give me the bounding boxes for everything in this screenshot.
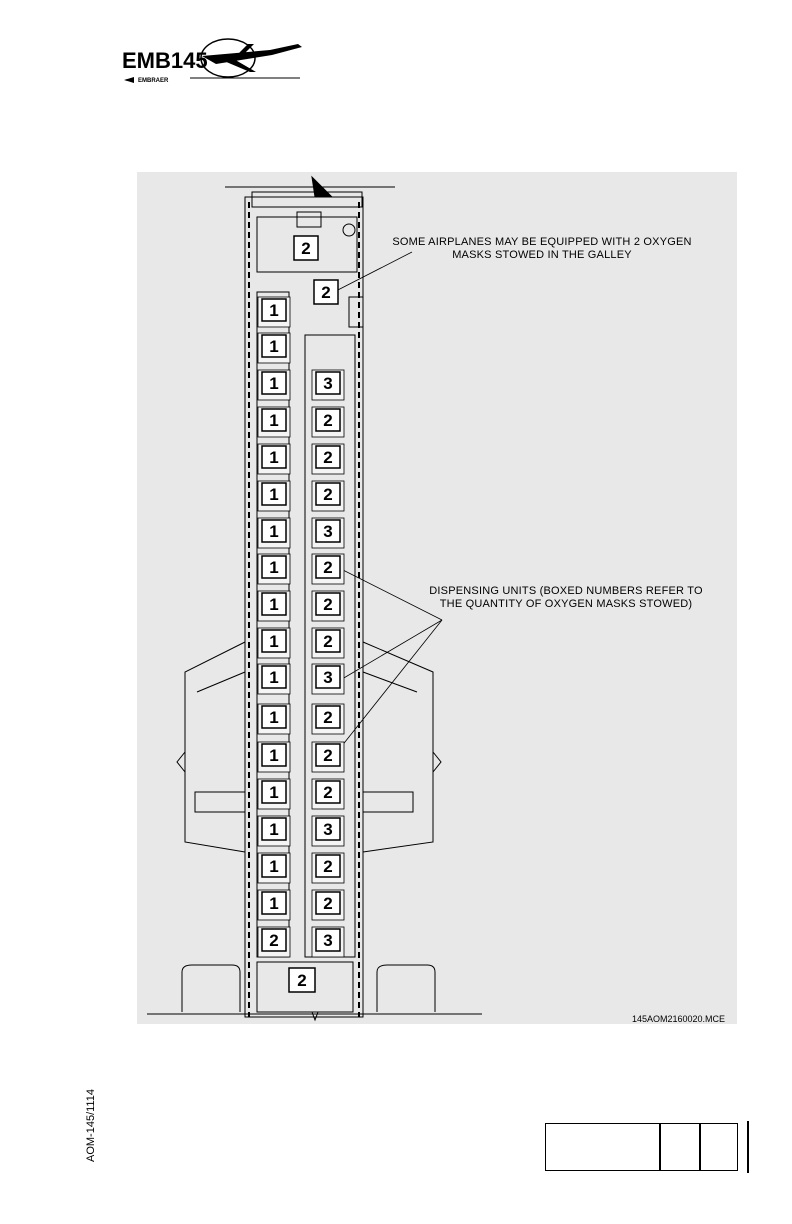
unit-count: 2 — [323, 558, 333, 577]
unit-count: 1 — [269, 857, 279, 876]
dispensing-units-callout: DISPENSING UNITS (BOXED NUMBERS REFER TO THE QUANTITY OF OXYGEN MASKS STOWED) — [429, 585, 703, 610]
right-mask-unit — [312, 518, 344, 548]
page-box-divider — [659, 1124, 661, 1170]
unit-count: 1 — [269, 783, 279, 802]
left-mask-unit — [258, 481, 290, 511]
right-mask-unit — [312, 704, 344, 734]
unit-count: 3 — [323, 668, 333, 687]
left-mask-unit — [258, 779, 290, 809]
right-mask-unit — [312, 554, 344, 584]
right-mask-unit — [312, 407, 344, 437]
left-wing-break — [177, 752, 185, 772]
right-mask-unit — [312, 591, 344, 621]
right-mask-unit — [312, 664, 344, 694]
unit-count: 2 — [323, 448, 333, 467]
unit-count: 1 — [269, 820, 279, 839]
document-code: AOM-145/1114 — [85, 1089, 97, 1162]
left-mask-unit — [258, 297, 290, 327]
unit-count: 2 — [323, 708, 333, 727]
unit-count: 1 — [269, 632, 279, 651]
left-mask-unit — [258, 927, 290, 957]
unit-count: 1 — [269, 708, 279, 727]
unit-count: 1 — [269, 595, 279, 614]
unit-count: 2 — [269, 931, 279, 950]
right-mask-unit — [312, 444, 344, 474]
galley-cabinet — [297, 212, 321, 227]
unit-count: 3 — [323, 931, 333, 950]
left-mask-unit — [258, 742, 290, 772]
unit-count: 1 — [269, 485, 279, 504]
unit-count: 2 — [323, 485, 333, 504]
left-wing-line — [197, 672, 245, 692]
left-mask-unit — [258, 591, 290, 621]
galley-fixture — [343, 224, 355, 236]
left-mask-unit — [258, 890, 290, 920]
left-mask-unit — [258, 853, 290, 883]
unit-count: 2 — [323, 857, 333, 876]
right-wing-line — [363, 672, 417, 692]
unit-count: 2 — [323, 894, 333, 913]
left-mask-unit — [258, 816, 290, 846]
embraer-emb145-logo — [120, 38, 305, 88]
unit-count: 2 — [323, 595, 333, 614]
unit-count: 1 — [269, 746, 279, 765]
right-mask-unit — [312, 628, 344, 658]
unit-count: 1 — [269, 522, 279, 541]
galley-mask-unit — [294, 236, 318, 260]
unit-count: 1 — [269, 374, 279, 393]
left-mask-unit — [258, 407, 290, 437]
logo-subtext: EMBRAER — [138, 78, 169, 84]
leader-line-2 — [337, 620, 442, 682]
left-mask-unit — [258, 370, 290, 400]
left-mask-unit — [258, 664, 290, 694]
unit-count: 1 — [269, 301, 279, 320]
left-unit-column — [258, 297, 290, 957]
galley-callout: SOME AIRPLANES MAY BE EQUIPPED WITH 2 OXYGEN MASKS STOWED IN THE GALLEY — [392, 236, 692, 261]
left-mask-unit — [258, 518, 290, 548]
right-unit-column — [312, 370, 344, 957]
left-wing-outline — [185, 642, 245, 852]
left-flap — [195, 792, 245, 812]
drawing-id: 145AOM2160020.MCE — [631, 1014, 725, 1024]
cockpit-bulkhead — [252, 192, 362, 207]
unit-count: 1 — [269, 894, 279, 913]
left-mask-unit — [258, 333, 290, 363]
galley-unit-count: 2 — [321, 283, 331, 302]
right-mask-unit — [312, 481, 344, 511]
left-mask-unit — [258, 554, 290, 584]
unit-count: 1 — [269, 411, 279, 430]
left-mask-unit — [258, 444, 290, 474]
right-flap — [363, 792, 413, 812]
unit-count: 1 — [269, 558, 279, 577]
right-mask-unit — [312, 742, 344, 772]
logo-text: EMB145 — [122, 48, 208, 73]
unit-count: 2 — [323, 632, 333, 651]
galley-mask-unit — [314, 280, 338, 304]
left-mask-unit — [258, 628, 290, 658]
right-mask-unit — [312, 927, 344, 957]
page-box-divider — [699, 1124, 701, 1170]
unit-count: 2 — [323, 783, 333, 802]
right-wing-break — [433, 752, 441, 772]
unit-count: 3 — [323, 374, 333, 393]
unit-count: 2 — [323, 746, 333, 765]
aft-mask-unit — [289, 968, 315, 992]
left-engine-nacelle — [182, 965, 240, 1012]
right-mask-unit — [312, 853, 344, 883]
left-mask-unit — [258, 704, 290, 734]
page-info-box — [545, 1123, 738, 1171]
aft-unit-count: 2 — [297, 971, 307, 990]
right-engine-nacelle — [377, 965, 435, 1012]
unit-count: 3 — [323, 522, 333, 541]
right-mask-unit — [312, 370, 344, 400]
revision-bar — [747, 1121, 749, 1173]
galley-unit-count: 2 — [301, 239, 311, 258]
right-wing-outline — [363, 642, 433, 852]
embraer-arrow-icon — [124, 77, 134, 83]
right-mask-unit — [312, 890, 344, 920]
unit-count: 1 — [269, 337, 279, 356]
unit-count: 1 — [269, 448, 279, 467]
service-door — [349, 297, 363, 327]
tail-tip — [312, 1012, 318, 1020]
unit-count: 2 — [323, 411, 333, 430]
leader-line-3 — [337, 620, 442, 752]
unit-count: 1 — [269, 668, 279, 687]
right-mask-unit — [312, 779, 344, 809]
right-mask-unit — [312, 816, 344, 846]
unit-count: 3 — [323, 820, 333, 839]
